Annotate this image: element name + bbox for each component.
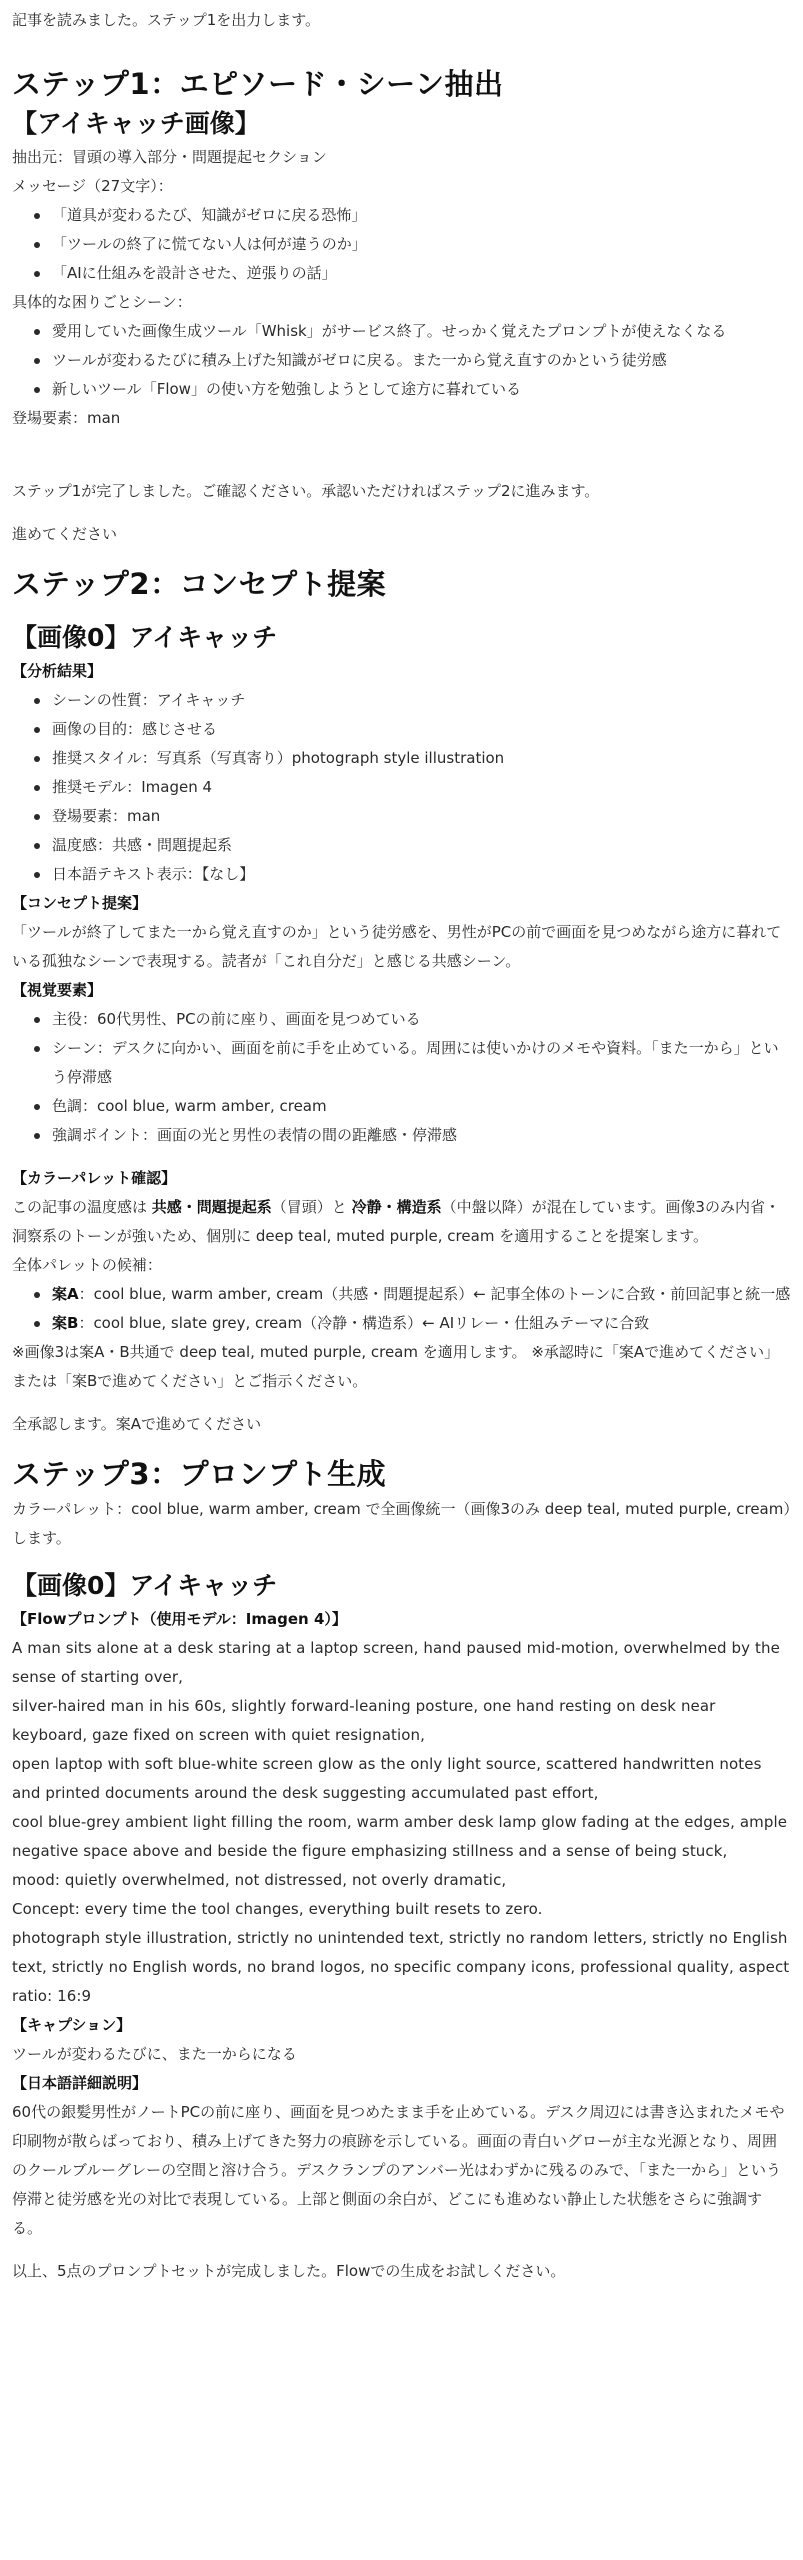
palette-text-c: （中盤以降）が混在しています。画像3のみ内省・洞察系のトーンが強いため、個別に deep teal, muted purple, cream を適用することを提案します。 [12,1198,780,1245]
step1-characters: 登場要素：man [12,409,121,427]
prompt-line: Concept: every time the tool changes, everything built resets to zero. [12,1900,543,1918]
step2-visual-label: 【視覚要素】 [12,981,103,999]
list-item: 愛用していた画像生成ツール「Whisk」がサービス終了。せっかく覚えたプロンプトが使えなくなる [52,317,791,346]
step2-concept-label: 【コンセプト提案】 [12,894,148,912]
step1-troubles-label: 具体的な困りごとシーン： [12,293,192,311]
prompt-line: cool blue-grey ambient light filling the room, warm amber desk lamp glow fading at the edges, ample negative space above and beside the figure emphasizing stillness and a sense of being stuck, [12,1813,788,1860]
list-item: 「道具が変わるたび、知識がゼロに戻る恐怖」 [52,201,791,230]
flow-prompt-block [12,1634,791,2011]
list-item: 推奨スタイル：写真系（写真寄り）photograph style illustration [52,744,791,773]
list-item: 登場要素：man [52,802,791,831]
step3-prompt-label: 【Flowプロンプト（使用モデル：Imagen 4）】 [12,1610,347,1628]
step1-complete: ステップ1が完了しました。ご確認ください。承認いただければステップ2に進みます。 [12,482,600,500]
palette-bold-a: 共感・問題提起系 [151,1198,272,1216]
list-item: 「ツールの終了に慌てない人は何が違うのか」 [52,230,791,259]
intro-text: 記事を読みました。ステップ1を出力します。 [12,11,321,29]
list-item: シーン：デスクに向かい、画面を前に手を止めている。周囲には使いかけのメモや資料。「また一から」という停滞感 [52,1034,791,1092]
palette-bold-b: 冷静・構造系 [351,1198,442,1216]
user-reply-1: 進めてください [12,525,118,543]
step1-heading: ステップ1：エピソード・シーン抽出 [12,67,504,101]
final-text: 以上、5点のプロンプトセットが完成しました。Flowでの生成をお試しください。 [12,2262,566,2280]
list-item: 温度感：共感・問題提起系 [52,831,791,860]
step2-analysis-list [12,686,791,889]
step3-image-title: 【画像0】アイキャッチ [12,1571,278,1600]
prompt-line: mood: quietly overwhelmed, not distressed, not overly dramatic, [12,1871,507,1889]
plan-a-text: ：cool blue, warm amber, cream（共感・問題提起系）← 記事全体のトーンに合致・前回記事と統一感 [78,1285,791,1303]
step1-section-title: 【アイキャッチ画像】 [12,109,260,138]
plan-a-label: 案A [52,1285,79,1303]
palette-text-b: （冒頭）と [271,1198,352,1216]
palette-text-a: この記事の温度感は [12,1198,152,1216]
step2-analysis-label: 【分析結果】 [12,662,103,680]
list-item: 画像の目的：感じさせる [52,715,791,744]
list-item: 推奨モデル：Imagen 4 [52,773,791,802]
step1-message-label: メッセージ（27文字）： [12,177,173,195]
list-item: 色調：cool blue, warm amber, cream [52,1092,791,1121]
step3-jp-label: 【日本語詳細説明】 [12,2074,148,2092]
step1-source: 抽出元：冒頭の導入部分・問題提起セクション [12,148,327,166]
plan-b-item [52,1309,791,1338]
step3-caption-label: 【キャプション】 [12,2016,132,2034]
step2-visual-list [12,1005,791,1150]
step1-message-list [12,201,791,288]
step2-concept-text: 「ツールが終了してまた一から覚え直すのか」という徒労感を、男性がPCの前で画面を見つめながら途方に暮れている孤独なシーンで表現する。読者が「これ自分だ」と感じる共感シーン。 [12,923,782,970]
step2-plan-list [12,1280,791,1338]
user-reply-2: 全承認します。案Aで進めてください [12,1415,262,1433]
step2-palette-label: 【カラーパレット確認】 [12,1169,177,1187]
list-item: 「AIに仕組みを設計させた、逆張りの話」 [52,259,791,288]
list-item: 新しいツール「Flow」の使い方を勉強しようとして途方に暮れている [52,375,791,404]
prompt-line: A man sits alone at a desk staring at a laptop screen, hand paused mid-motion, overwhelmed by the sense of starting over, [12,1639,780,1686]
prompt-line: open laptop with soft blue-white screen glow as the only light source, scattered handwritten notes and printed documents around the desk suggesting accumulated past effort, [12,1755,762,1802]
list-item: 主役：60代男性、PCの前に座り、画面を見つめている [52,1005,791,1034]
list-item: シーンの性質：アイキャッチ [52,686,791,715]
list-item: ツールが変わるたびに積み上げた知識がゼロに戻る。また一から覚え直すのかという徒労感 [52,346,791,375]
step2-palette-candidates-label: 全体パレットの候補： [12,1256,162,1274]
step2-image-title: 【画像0】アイキャッチ [12,623,278,652]
list-item: 強調ポイント：画面の光と男性の表情の間の距離感・停滞感 [52,1121,791,1150]
list-item: 日本語テキスト表示：【なし】 [52,860,791,889]
plan-b-text: ：cool blue, slate grey, cream（冷静・構造系）← AIリレー・仕組みテーマに合致 [78,1314,650,1332]
prompt-line: silver-haired man in his 60s, slightly forward-leaning posture, one hand resting on desk near keyboard, gaze fixed on screen with quiet resignation, [12,1697,716,1744]
step3-palette-note: カラーパレット：cool blue, warm amber, cream で全画像統一（画像3のみ deep teal, muted purple, cream）します。 [12,1500,791,1547]
step2-note: ※画像3は案A・B共通で deep teal, muted purple, cream を適用します。 ※承認時に「案Aで進めてください」または「案Bで進めてください」とご指示ください。 [12,1343,780,1390]
step1-trouble-list [12,317,791,404]
step2-heading: ステップ2：コンセプト提案 [12,567,387,601]
step2-palette-text [12,1193,791,1251]
step3-caption: ツールが変わるたびに、また一からになる [12,2045,297,2063]
plan-b-label: 案B [52,1314,79,1332]
step3-heading: ステップ3：プロンプト生成 [12,1457,387,1491]
plan-a-item [52,1280,791,1309]
prompt-line: photograph style illustration, strictly no unintended text, strictly no random letters, strictly no English text, strictly no English words, no brand logos, no specific company icons, professional quality, aspect ratio: 16:9 [12,1929,790,2005]
step3-jp-text: 60代の銀髪男性がノートPCの前に座り、画面を見つめたまま手を止めている。デスク周辺には書き込まれたメモや印刷物が散らばっており、積み上げてきた努力の痕跡を示している。画面の青白いグローが主な光源となり、周囲のクールブルーグレーの空間と溶け合う。デスクランプのアンバー光はわずかに残るのみで、「また一から」という停滞と徒労感を光の対比で表現している。上部と側面の余白が、どこにも進めない静止した状態をさらに強調する。 [12,2103,785,2237]
